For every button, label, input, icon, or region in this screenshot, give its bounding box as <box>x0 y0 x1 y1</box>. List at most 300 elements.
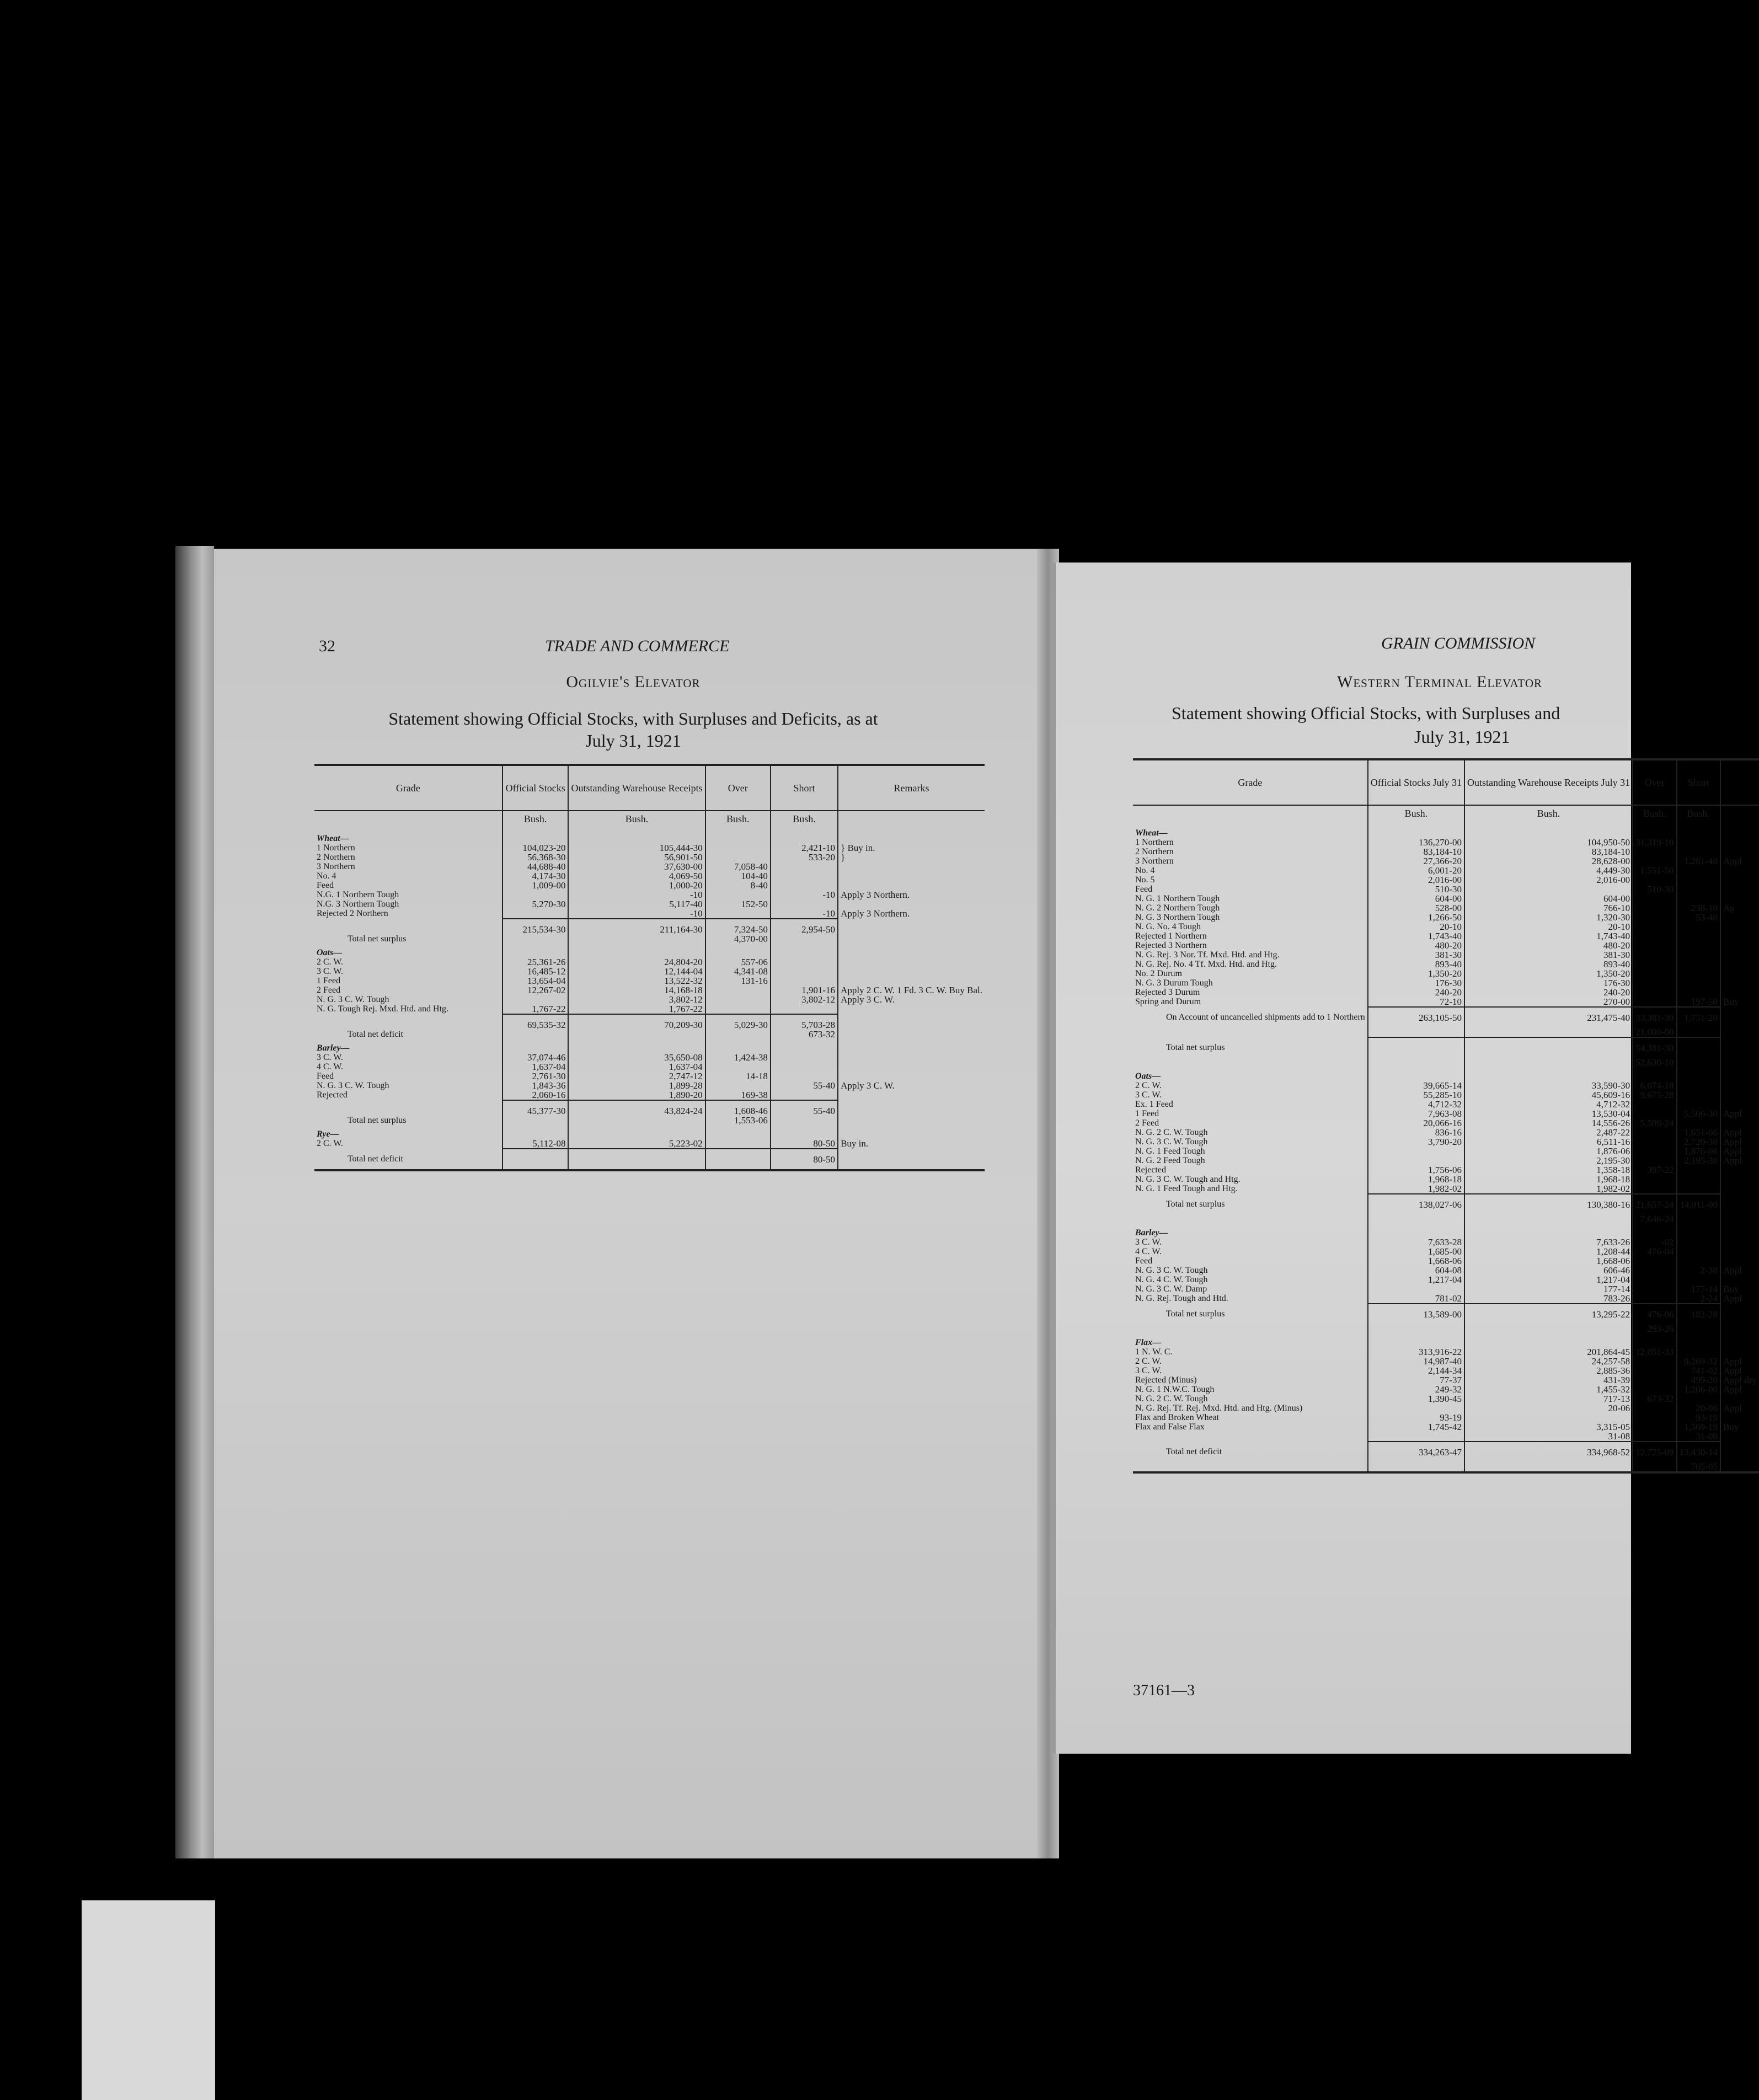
value-cell: 1,901-16 <box>771 985 838 995</box>
grade-cell <box>1133 1058 1368 1067</box>
value-cell: 705-05 <box>1677 1462 1720 1472</box>
value-cell <box>1368 1284 1464 1294</box>
grade-cell: N. G. 2 C. W. Tough <box>1135 1128 1208 1137</box>
value-cell <box>1677 941 1720 950</box>
value-cell: 14,168-18 <box>568 985 705 995</box>
value-cell: 13,522-32 <box>568 976 705 985</box>
value-cell: 9,269-32 <box>1677 1357 1720 1366</box>
remarks-cell <box>838 1053 985 1062</box>
value-cell: 12,144-04 <box>568 967 705 976</box>
table-row <box>314 967 985 976</box>
table-row <box>1133 1118 1759 1128</box>
value-cell: 13,589-00 <box>1368 1304 1464 1324</box>
grade-cell: 1 Northern <box>1135 838 1174 847</box>
value-cell <box>1633 1294 1676 1304</box>
unit-cell: Bush. <box>568 811 705 829</box>
value-cell: 13,430-14 <box>1677 1442 1720 1462</box>
value-cell: 4,449-30 <box>1464 866 1633 875</box>
value-cell: 1,350-20 <box>1464 969 1633 978</box>
value-cell: 2-24 <box>1677 1294 1720 1304</box>
table-row <box>314 1053 985 1062</box>
grade-cell: Total net deficit <box>1166 1447 1222 1456</box>
grade-cell: Barley— <box>1135 1228 1168 1238</box>
category-row <box>314 829 985 843</box>
value-cell: 1,968-18 <box>1368 1175 1464 1184</box>
value-cell: 104,950-50 <box>1464 838 1633 847</box>
grade-cell: Flax and False Flax <box>1135 1422 1205 1432</box>
remarks-cell <box>1720 1007 1759 1027</box>
value-cell: 21,000-00 <box>1633 1027 1676 1037</box>
grade-cell: No. 4 <box>317 871 336 881</box>
value-cell <box>705 843 771 853</box>
grade-cell: N. G. Tough Rej. Mxd. Htd. and Htg. <box>317 1004 449 1014</box>
value-cell <box>568 1116 705 1125</box>
elevator-name: Western Terminal Elevator <box>1337 673 1542 691</box>
grade-cell: Barley— <box>317 1043 350 1053</box>
remarks-cell <box>1720 1347 1759 1357</box>
value-cell: 2,885-36 <box>1464 1366 1633 1375</box>
table-row <box>1133 1403 1759 1413</box>
col-grade: Grade <box>314 765 502 811</box>
value-cell <box>1677 894 1720 903</box>
total-row <box>1133 1442 1759 1462</box>
value-cell <box>705 1004 771 1014</box>
value-cell: 104-40 <box>705 871 771 881</box>
remarks-cell: Appl dry <box>1720 1375 1759 1385</box>
value-cell: 1,751-20 <box>1677 1007 1720 1027</box>
value-cell: 1,743-40 <box>1368 931 1464 941</box>
value-cell <box>1633 978 1676 988</box>
value-cell <box>1368 1214 1464 1224</box>
value-cell: 2,747-12 <box>568 1072 705 1081</box>
remarks-cell <box>838 1149 985 1170</box>
value-cell: 5,270-30 <box>502 899 569 909</box>
remarks-cell <box>838 881 985 890</box>
unit-row <box>1133 805 1759 824</box>
value-cell: 2,195-30 <box>1677 1156 1720 1165</box>
grade-cell: No. 5 <box>1135 875 1155 885</box>
value-cell: 270-00 <box>1464 997 1633 1007</box>
remarks-cell <box>1720 1175 1759 1184</box>
table-row <box>1133 922 1759 931</box>
total-row <box>1133 1304 1759 1324</box>
value-cell: 499-20 <box>1677 1375 1720 1385</box>
remarks-cell <box>1720 1081 1759 1090</box>
remarks-cell: Apply 3 Northern. <box>838 890 985 899</box>
page-number: 32 <box>319 637 335 655</box>
table-row <box>1133 1238 1759 1247</box>
value-cell: 1,009-00 <box>502 881 569 890</box>
value-cell <box>705 1030 771 1039</box>
value-cell <box>1633 1067 1676 1081</box>
table-row <box>1133 978 1759 988</box>
value-cell <box>1633 1109 1676 1118</box>
total-row <box>1133 1194 1759 1214</box>
table-row <box>1133 1100 1759 1109</box>
value-cell: 431-39 <box>1464 1375 1633 1385</box>
value-cell: 240-20 <box>1368 988 1464 997</box>
category-row <box>1133 1333 1759 1347</box>
grade-cell: 3 Northern <box>1135 856 1174 866</box>
table-row <box>1133 1432 1759 1442</box>
value-cell: 3,802-12 <box>771 995 838 1004</box>
grade-cell: Wheat— <box>317 834 349 843</box>
total-row <box>314 1149 985 1170</box>
table-row <box>314 853 985 862</box>
grade-cell: Total net deficit <box>347 1154 404 1164</box>
remarks-cell <box>1720 1037 1759 1058</box>
value-cell: 152-50 <box>705 899 771 909</box>
value-cell <box>771 1090 838 1100</box>
value-cell: 766-10 <box>1464 903 1633 913</box>
value-cell: 1,743-40 <box>1464 931 1633 941</box>
value-cell: 43,824-24 <box>568 1100 705 1116</box>
value-cell <box>1368 824 1464 838</box>
value-cell: 557-06 <box>705 957 771 967</box>
value-cell: 4,370-00 <box>705 934 771 944</box>
table-row <box>1133 1462 1759 1472</box>
value-cell: 13,295-22 <box>1464 1304 1633 1324</box>
value-cell <box>1677 950 1720 960</box>
table-row <box>1133 931 1759 941</box>
remarks-cell <box>1720 1247 1759 1256</box>
value-cell: 35,650-08 <box>568 1053 705 1062</box>
value-cell <box>1633 1366 1676 1375</box>
value-cell <box>568 1149 705 1170</box>
value-cell <box>1464 885 1633 894</box>
table-row <box>314 1090 985 1100</box>
value-cell: 781-02 <box>1368 1294 1464 1304</box>
value-cell <box>771 862 838 871</box>
value-cell <box>1368 1333 1464 1347</box>
value-cell <box>502 1116 569 1125</box>
grade-cell: Rye— <box>317 1129 339 1139</box>
value-cell: 476-04 <box>1633 1247 1676 1256</box>
value-cell: 37,630-00 <box>568 862 705 871</box>
grade-cell: 1 Feed <box>1135 1109 1159 1118</box>
unit-cell <box>1720 805 1759 824</box>
value-cell: 2,954-50 <box>771 919 838 934</box>
grade-cell <box>314 919 502 934</box>
value-cell: 14-18 <box>705 1072 771 1081</box>
value-cell: 510-30 <box>1368 885 1464 894</box>
remarks-cell <box>838 899 985 909</box>
grade-cell: N. G. 3 C. W. Tough and Htg. <box>1135 1175 1241 1184</box>
table-row <box>314 985 985 995</box>
value-cell: 5,117-40 <box>568 899 705 909</box>
remarks-cell <box>838 1125 985 1139</box>
value-cell <box>1677 1058 1720 1067</box>
value-cell: 510-30 <box>1633 885 1676 894</box>
value-cell: 604-08 <box>1368 1266 1464 1275</box>
table-row <box>1133 1422 1759 1432</box>
value-cell <box>1677 1238 1720 1247</box>
total-row <box>314 1030 985 1039</box>
col-over: Over <box>1633 759 1676 805</box>
value-cell: 77-37 <box>1368 1375 1464 1385</box>
value-cell: 476-06 <box>1633 1304 1676 1324</box>
stocks-table <box>314 764 985 1171</box>
table-row <box>1133 1128 1759 1137</box>
table-row <box>1133 1247 1759 1256</box>
value-cell: 138,027-06 <box>1368 1194 1464 1214</box>
total-row <box>1133 1037 1759 1058</box>
grade-cell: On Account of uncancelled shipments add to 1 Northern <box>1166 1013 1365 1022</box>
grade-cell: 3 C. W. <box>1135 1366 1162 1375</box>
value-cell: 211,164-30 <box>568 919 705 934</box>
paper-scrap <box>82 1900 215 2100</box>
unit-cell: Bush. <box>1633 805 1676 824</box>
remarks-cell <box>1720 1324 1759 1333</box>
value-cell <box>1633 1375 1676 1385</box>
value-cell: 56,901-50 <box>568 853 705 862</box>
table-row <box>1133 1165 1759 1175</box>
value-cell: 136,270-00 <box>1368 838 1464 847</box>
remarks-cell <box>1720 1462 1759 1472</box>
grade-cell: N.G. 1 Northern Tough <box>317 890 399 899</box>
value-cell <box>771 957 838 967</box>
value-cell <box>1633 1128 1676 1137</box>
value-cell: 528-00 <box>1368 903 1464 913</box>
value-cell: 1,651-06 <box>1677 1128 1720 1137</box>
remarks-cell: Apply 2 C. W. 1 Fd. 3 C. W. Buy Bal. <box>838 985 985 995</box>
grade-cell: N. G. 3 C. W. Damp <box>1135 1284 1207 1294</box>
unit-cell: Bush. <box>1677 805 1720 824</box>
value-cell <box>1368 1462 1464 1472</box>
remarks-cell: } <box>838 853 985 862</box>
grade-cell: N. G. 2 Northern Tough <box>1135 903 1220 913</box>
col-outstanding-receipts: Outstanding Warehouse Receipts July 31 <box>1464 759 1633 805</box>
value-cell: -10 <box>568 890 705 899</box>
value-cell <box>771 1053 838 1062</box>
grade-cell: N. G. 3 C. W. Tough <box>317 1081 389 1090</box>
table-row <box>314 899 985 909</box>
table-row <box>314 957 985 967</box>
value-cell <box>1677 1256 1720 1266</box>
value-cell <box>1464 824 1633 838</box>
remarks-cell <box>1720 988 1759 997</box>
value-cell <box>705 829 771 843</box>
grade-cell: Rejected <box>317 1090 347 1100</box>
right-page <box>1052 562 1757 1754</box>
remarks-cell: Appl <box>1720 1385 1759 1394</box>
value-cell: 2,720-30 <box>1677 1137 1720 1147</box>
value-cell <box>1677 1347 1720 1357</box>
value-cell: 480-20 <box>1464 941 1633 950</box>
statement-title-line1: Statement showing Official Stocks, with Surpluses and <box>1172 703 1560 723</box>
value-cell: 55-40 <box>771 1100 838 1116</box>
unit-cell: Bush. <box>771 811 838 829</box>
remarks-cell <box>1720 866 1759 875</box>
value-cell: 1,569-19 <box>1677 1422 1720 1432</box>
table-row <box>1133 903 1759 913</box>
value-cell: 1,217-04 <box>1464 1275 1633 1284</box>
grade-cell: N.G. 3 Northern Tough <box>317 899 399 909</box>
value-cell: 1,637-04 <box>568 1062 705 1072</box>
value-cell: 201,864-45 <box>1464 1347 1633 1357</box>
table-row <box>1133 1275 1759 1284</box>
value-cell <box>1633 997 1676 1007</box>
value-cell: 1,890-20 <box>568 1090 705 1100</box>
value-cell: 1,206-00 <box>1677 1385 1720 1394</box>
value-cell: 83,184-10 <box>1368 847 1464 856</box>
grade-cell: Total net surplus <box>1166 1199 1225 1209</box>
remarks-cell <box>838 1030 985 1039</box>
value-cell <box>1633 922 1676 931</box>
value-cell <box>1677 1214 1720 1224</box>
remarks-cell <box>1720 913 1759 922</box>
value-cell <box>1633 1333 1676 1347</box>
value-cell <box>502 909 569 919</box>
value-cell: 1,668-06 <box>1368 1256 1464 1266</box>
value-cell <box>771 976 838 985</box>
grade-cell: Oats— <box>1135 1072 1161 1081</box>
value-cell <box>1677 824 1720 838</box>
value-cell <box>1633 875 1676 885</box>
value-cell: 1,000-20 <box>568 881 705 890</box>
value-cell <box>705 1039 771 1053</box>
value-cell: 606-46 <box>1464 1266 1633 1275</box>
remarks-cell <box>1720 1238 1759 1247</box>
grade-cell: Wheat— <box>1135 828 1168 838</box>
grade-cell: Rejected 3 Northern <box>1135 941 1207 950</box>
value-cell <box>1677 1027 1720 1037</box>
remarks-cell <box>1720 969 1759 978</box>
grade-cell: Feed <box>317 1072 334 1081</box>
value-cell: 177-14 <box>1464 1284 1633 1294</box>
grade-cell: 2 Northern <box>317 853 355 862</box>
value-cell <box>1677 1224 1720 1238</box>
value-cell: 717-13 <box>1464 1394 1633 1403</box>
remarks-cell <box>838 944 985 957</box>
value-cell <box>1633 941 1676 950</box>
value-cell <box>1368 1403 1464 1413</box>
remarks-cell <box>1720 1118 1759 1128</box>
value-cell <box>1633 824 1676 838</box>
value-cell: 381-30 <box>1368 950 1464 960</box>
value-cell <box>705 1081 771 1090</box>
value-cell: 9,675-28 <box>1633 1090 1676 1100</box>
value-cell: 480-20 <box>1368 941 1464 950</box>
value-cell <box>705 995 771 1004</box>
value-cell: 1,876-06 <box>1677 1147 1720 1156</box>
value-cell: 673-32 <box>771 1030 838 1039</box>
value-cell: 13,654-04 <box>502 976 569 985</box>
value-cell <box>1368 1432 1464 1442</box>
remarks-cell: Apply 3 Northern. <box>838 909 985 919</box>
value-cell <box>1633 1385 1676 1394</box>
value-cell <box>1633 903 1676 913</box>
total-row <box>314 934 985 944</box>
value-cell <box>1677 1394 1720 1403</box>
value-cell <box>771 1116 838 1125</box>
grade-cell: N. G. 3 C. W. Tough <box>1135 1266 1208 1275</box>
value-cell <box>1633 894 1676 903</box>
value-cell: 5,703-28 <box>771 1014 838 1030</box>
grade-cell: N. G. 2 Feed Tough <box>1135 1156 1205 1165</box>
value-cell: 105,444-30 <box>568 843 705 853</box>
value-cell: 263,105-50 <box>1368 1007 1464 1027</box>
unit-cell <box>838 811 985 829</box>
remarks-cell <box>1720 1224 1759 1238</box>
value-cell <box>705 853 771 862</box>
value-cell <box>502 995 569 1004</box>
value-cell: 1,358-18 <box>1464 1165 1633 1175</box>
remarks-cell <box>1720 824 1759 838</box>
table-row <box>1133 1324 1759 1333</box>
value-cell: 2,421-10 <box>771 843 838 853</box>
value-cell: 93-19 <box>1368 1413 1464 1422</box>
value-cell: 3,802-12 <box>568 995 705 1004</box>
value-cell: 1,553-06 <box>705 1116 771 1125</box>
value-cell <box>771 944 838 957</box>
unit-cell <box>314 811 502 829</box>
grade-cell: N. G. Rej. No. 4 Tf. Mxd. Htd. and Htg. <box>1135 960 1277 969</box>
table-row <box>1133 885 1759 894</box>
remarks-cell <box>838 1004 985 1014</box>
remarks-cell: Appl <box>1720 1266 1759 1275</box>
value-cell: 1,767-22 <box>502 1004 569 1014</box>
value-cell <box>568 1030 705 1039</box>
remarks-cell: Appl <box>1720 1137 1759 1147</box>
col-over: Over <box>705 765 771 811</box>
value-cell: 55,285-10 <box>1368 1090 1464 1100</box>
total-row <box>314 1100 985 1116</box>
value-cell: 14,556-26 <box>1464 1118 1633 1128</box>
grade-cell: Rejected 1 Northern <box>1135 931 1207 941</box>
value-cell <box>1368 1027 1464 1037</box>
value-cell: 1,876-06 <box>1464 1147 1633 1156</box>
value-cell <box>502 944 569 957</box>
remarks-cell: Appl <box>1720 1294 1759 1304</box>
grade-cell: N. G. 1 Feed Tough <box>1135 1147 1205 1156</box>
grade-cell: N. G. 4 C. W. Tough <box>1135 1275 1208 1284</box>
value-cell <box>568 944 705 957</box>
table-row <box>1133 894 1759 903</box>
remarks-cell <box>1720 978 1759 988</box>
grade-cell: 3 C. W. <box>317 967 344 976</box>
value-cell: 5,029-30 <box>705 1014 771 1030</box>
value-cell: 1,320-30 <box>1464 913 1633 922</box>
table-row <box>1133 1256 1759 1266</box>
value-cell: 3,790-20 <box>1368 1137 1464 1147</box>
grade-cell: N. G. 1 Northern Tough <box>1135 894 1220 903</box>
col-grade: Grade <box>1133 759 1368 805</box>
grade-cell: 3 C. W. <box>1135 1238 1162 1247</box>
value-cell <box>705 985 771 995</box>
value-cell <box>771 881 838 890</box>
value-cell <box>705 1149 771 1170</box>
remarks-cell <box>838 976 985 985</box>
value-cell <box>1464 1224 1633 1238</box>
value-cell: 45,377-30 <box>502 1100 569 1116</box>
value-cell: 1,261-40 <box>1677 856 1720 866</box>
value-cell: 2,487-22 <box>1464 1128 1633 1137</box>
remarks-cell <box>1720 1275 1759 1284</box>
table-row <box>1133 1385 1759 1394</box>
remarks-cell <box>1720 1442 1759 1462</box>
value-cell: 2,016-00 <box>1368 875 1464 885</box>
remarks-cell <box>838 871 985 881</box>
value-cell <box>568 829 705 843</box>
value-cell: 131-16 <box>705 976 771 985</box>
value-cell: 893-40 <box>1464 960 1633 969</box>
value-cell: 249-32 <box>1368 1385 1464 1394</box>
value-cell: 6,511-16 <box>1464 1137 1633 1147</box>
table-row <box>1133 1375 1759 1385</box>
table-row <box>1133 941 1759 950</box>
value-cell: 7,646-24 <box>1633 1214 1676 1224</box>
